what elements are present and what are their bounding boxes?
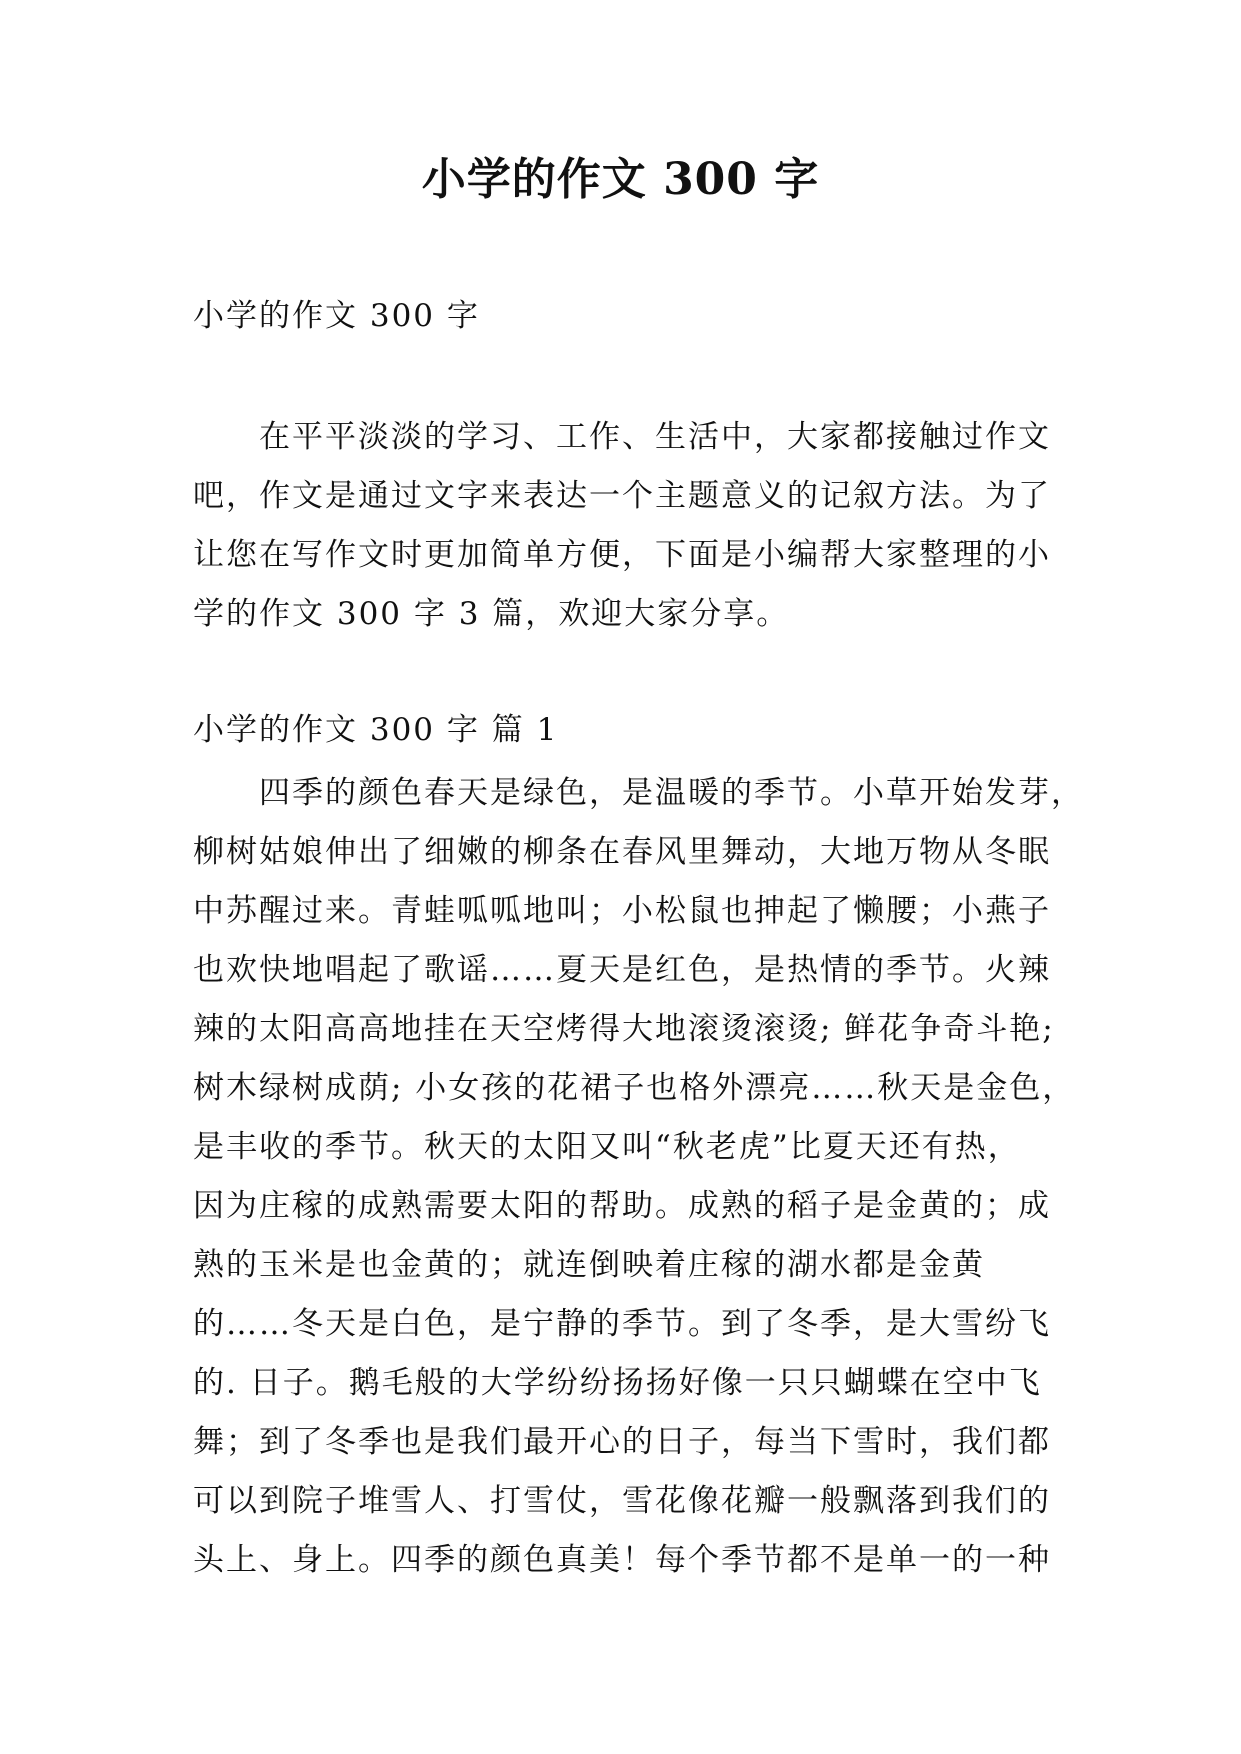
document-title: 小学的作文 300 字 (421, 154, 820, 205)
body-line: 树木绿树成荫; 小女孩的花裙子也格外漂亮……秋天是金色， (193, 1070, 1076, 1106)
body-line: 四季的颜色春天是绿色，是温暖的季节。小草开始发芽， (259, 775, 1084, 811)
body-line: 头上、身上。四季的颜色真美！每个季节都不是单一的一种 (193, 1542, 1051, 1578)
body-line: 中苏醒过来。青蛙呱呱地叫；小松鼠也抻起了懒腰；小燕子 (193, 893, 1051, 929)
body-line: 柳树姑娘伸出了细嫩的柳条在春风里舞动，大地万物从冬眠 (193, 834, 1051, 870)
body-line: 辣的太阳高高地挂在天空烤得大地滚烫滚烫; 鲜花争奇斗艳; (193, 1011, 1055, 1047)
body-line: 也欢快地唱起了歌谣……夏天是红色，是热情的季节。火辣 (193, 952, 1051, 988)
body-line: 的. 日子。鹅毛般的大学纷纷扬扬好像一只只蝴蝶在空中飞 (193, 1365, 1042, 1401)
intro-line: 吧，作文是通过文字来表达一个主题意义的记叙方法。为了 (193, 478, 1051, 514)
body-line: 可以到院子堆雪人、打雪仗，雪花像花瓣一般飘落到我们的 (193, 1483, 1051, 1519)
body-line: 舞；到了冬季也是我们最开心的日子，每当下雪时，我们都 (193, 1424, 1051, 1460)
section-heading: 小学的作文 300 字 篇 1 (193, 712, 559, 748)
document-subtitle: 小学的作文 300 字 (193, 298, 480, 334)
body-line: 因为庄稼的成熟需要太阳的帮助。成熟的稻子是金黄的；成 (193, 1188, 1051, 1224)
body-line: 熟的玉米是也金黄的；就连倒映着庄稼的湖水都是金黄 (193, 1247, 985, 1283)
intro-line: 让您在写作文时更加简单方便，下面是小编帮大家整理的小 (193, 537, 1051, 573)
essay-body-paragraph (193, 764, 1084, 1590)
intro-paragraph (193, 408, 1053, 644)
body-line: 的……冬天是白色，是宁静的季节。到了冬季，是大雪纷飞 (193, 1306, 1051, 1342)
body-line: 是丰收的季节。秋天的太阳又叫“秋老虎”比夏天还有热， (193, 1129, 1021, 1165)
intro-line: 学的作文 300 字 3 篇，欢迎大家分享。 (193, 596, 790, 632)
intro-line: 在平平淡淡的学习、工作、生活中，大家都接触过作文 (259, 419, 1051, 455)
